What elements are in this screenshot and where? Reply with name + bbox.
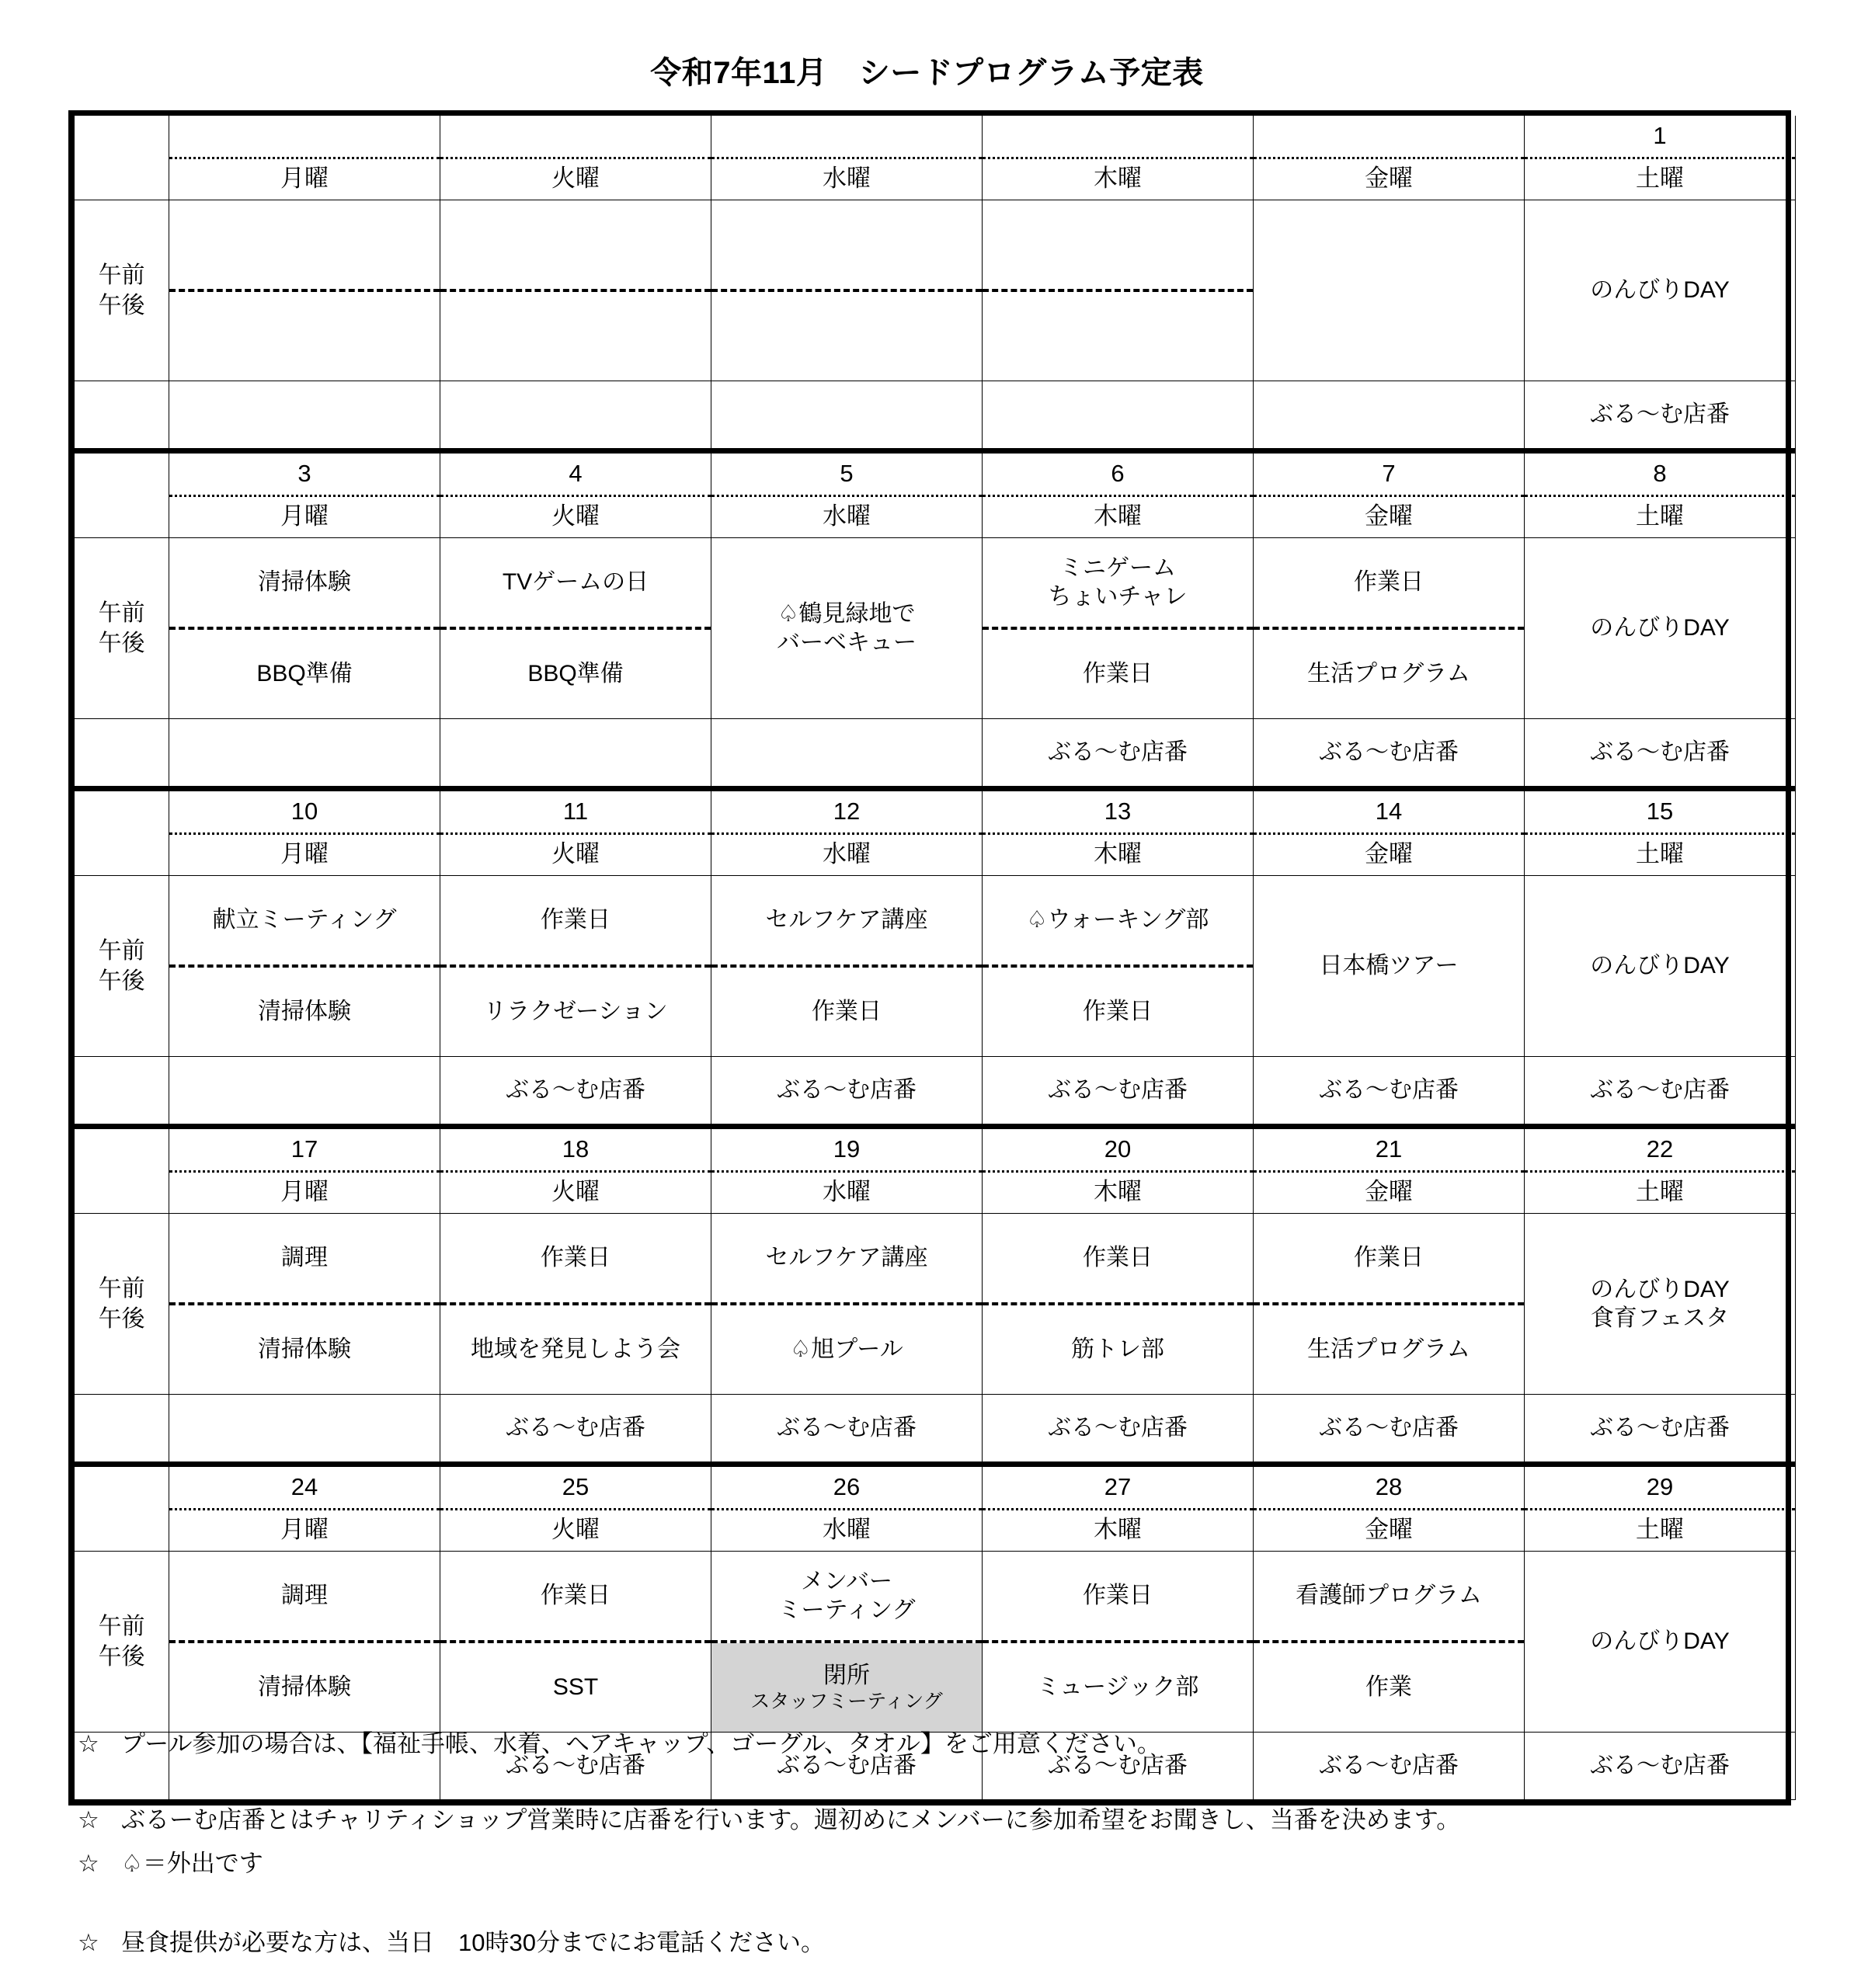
activity-afternoon: 清掃体験 — [258, 1336, 351, 1363]
activity-afternoon — [983, 292, 1253, 381]
day-number — [1254, 116, 1524, 159]
duty-cell: ぶる～む店番 — [983, 1395, 1254, 1465]
day-number — [169, 116, 440, 159]
duty-cell: ぶる～む店番 — [1254, 1733, 1525, 1800]
activity-cell — [711, 538, 983, 719]
week-header-row — [75, 1127, 1796, 1214]
activity-morning: 作業日 — [983, 1552, 1253, 1643]
week-header-row — [75, 451, 1796, 538]
duty-cell: ぶる～む店番 — [983, 1733, 1254, 1800]
day-header-cell — [711, 451, 983, 538]
activity-row — [75, 538, 1796, 719]
activity-morning: 作業日 — [440, 1552, 711, 1643]
weekday-label: 金曜 — [1365, 1516, 1413, 1544]
day-header-cell — [711, 116, 983, 200]
duty-cell: ぶる～む店番 — [1525, 1057, 1796, 1127]
activity-cell — [983, 876, 1254, 1057]
day-header-cell — [169, 789, 440, 876]
duty-cell: ぶる～む店番 — [711, 1057, 983, 1127]
activity-cell — [711, 1552, 983, 1733]
duty-cell: ぶる～む店番 — [711, 1395, 983, 1465]
activity-morning: 作業日 — [983, 1214, 1253, 1305]
activity-morning: 作業日 — [440, 1214, 711, 1305]
activity-cell — [440, 876, 711, 1057]
duty-cell: ぶる～む店番 — [983, 719, 1254, 789]
activity-afternoon — [169, 292, 440, 381]
activity-row — [75, 1552, 1796, 1733]
label-morning: 午前 — [98, 1614, 145, 1639]
day-number: 25 — [440, 1467, 711, 1510]
activity-row — [75, 1214, 1796, 1395]
duty-cell: ぶる～む店番 — [1254, 1057, 1525, 1127]
day-header-cell — [983, 1127, 1254, 1214]
activity-afternoon: BBQ準備 — [256, 661, 353, 687]
weekday-label: 金曜 — [1365, 502, 1413, 530]
duty-label-cell — [75, 381, 169, 451]
day-header-cell — [711, 1127, 983, 1214]
label-morning: 午前 — [98, 1276, 145, 1302]
footer-notes — [78, 1728, 1786, 1958]
day-number: 13 — [983, 791, 1253, 835]
activity-cell — [440, 1552, 711, 1733]
activity-morning — [440, 200, 711, 292]
activity-afternoon: ミュージック部 — [1036, 1674, 1199, 1701]
duty-cell: ぶる～む店番 — [711, 1733, 983, 1800]
activity-cell — [440, 200, 711, 381]
period-label-cell — [75, 876, 169, 1057]
day-number: 29 — [1525, 1467, 1795, 1510]
label-afternoon: 午後 — [98, 630, 145, 656]
duty-cell: ぶる～む店番 — [1525, 381, 1796, 451]
day-number: 21 — [1254, 1129, 1524, 1173]
activity-afternoon: 清掃体験 — [258, 999, 351, 1025]
duty-row — [75, 1057, 1796, 1127]
label-afternoon: 午後 — [98, 968, 145, 994]
activity-cell — [1254, 876, 1525, 1057]
note-item — [78, 1804, 1786, 1837]
duty-cell — [1254, 381, 1525, 451]
day-header-cell — [983, 116, 1254, 200]
activity-afternoon: 作業日 — [812, 999, 882, 1025]
page-title: 令和7年11月 シードプログラム予定表 — [650, 56, 1204, 90]
day-number: 7 — [1254, 454, 1524, 497]
duty-cell — [711, 381, 983, 451]
weekday-label: 水曜 — [823, 840, 871, 868]
day-number: 17 — [169, 1129, 440, 1173]
day-header-cell — [711, 789, 983, 876]
note-item — [78, 1847, 1786, 1880]
activity-cell — [169, 1552, 440, 1733]
activity-afternoon: BBQ準備 — [527, 661, 624, 687]
day-number: 24 — [169, 1467, 440, 1510]
weekday-label: 火曜 — [551, 1516, 600, 1544]
activity-afternoon: 作業日 — [1083, 999, 1153, 1025]
activity-afternoon: 生活プログラム — [1307, 661, 1470, 687]
day-header-cell — [1525, 116, 1796, 200]
week-header-row — [75, 789, 1796, 876]
activity-merged: のんびりDAY — [1590, 615, 1730, 641]
activity-merged: のんびりDAY — [1590, 953, 1730, 979]
activity-cell — [711, 876, 983, 1057]
activity-cell — [169, 1214, 440, 1395]
activity-cell — [169, 538, 440, 719]
activity-afternoon: 生活プログラム — [1307, 1336, 1470, 1363]
weekday-label: 木曜 — [1094, 502, 1142, 530]
weekday-label: 金曜 — [1365, 840, 1413, 868]
weekday-label: 月曜 — [280, 1516, 329, 1544]
activity-afternoon — [440, 292, 711, 381]
label-morning: 午前 — [98, 262, 145, 288]
weekday-label: 木曜 — [1094, 165, 1142, 193]
duty-cell: ぶる～む店番 — [1525, 719, 1796, 789]
day-number — [983, 116, 1253, 159]
day-number: 1 — [1525, 116, 1795, 159]
activity-morning: ミニゲーム ちょいチャレ — [983, 538, 1253, 630]
activity-cell — [169, 876, 440, 1057]
weekday-label: 水曜 — [823, 1178, 871, 1206]
day-header-cell — [440, 1465, 711, 1552]
duty-row — [75, 1395, 1796, 1465]
activity-cell — [983, 200, 1254, 381]
activity-cell — [1525, 876, 1796, 1057]
activity-cell — [440, 1214, 711, 1395]
activity-afternoon: SST — [552, 1674, 599, 1701]
day-number: 3 — [169, 454, 440, 497]
activity-afternoon: 作業 — [1365, 1674, 1412, 1701]
weekday-label: 火曜 — [551, 165, 600, 193]
activity-afternoon — [711, 292, 982, 381]
activity-merged: のんびりDAY 食育フェスタ — [1590, 1276, 1730, 1331]
day-number: 14 — [1254, 791, 1524, 835]
activity-morning: 調理 — [169, 1214, 440, 1305]
day-header-cell — [169, 1465, 440, 1552]
activity-morning: セルフケア講座 — [711, 1214, 982, 1305]
day-number — [711, 116, 982, 159]
weekday-label: 火曜 — [551, 502, 600, 530]
weekday-label: 土曜 — [1636, 1178, 1684, 1206]
header-corner-cell — [75, 1127, 169, 1214]
weekday-label: 月曜 — [280, 165, 329, 193]
activity-morning — [711, 200, 982, 292]
activity-morning: 作業日 — [1254, 1214, 1524, 1305]
weekday-label: 土曜 — [1636, 502, 1684, 530]
activity-morning: 作業日 — [440, 876, 711, 968]
activity-morning: TVゲームの日 — [440, 538, 711, 630]
period-label-cell — [75, 200, 169, 381]
star-icon: ☆ — [78, 1730, 99, 1757]
note-text: ♤＝外出です — [121, 1849, 263, 1877]
activity-cell — [169, 200, 440, 381]
note-text: プール参加の場合は、【福祉手帳、水着、ヘアキャップ、ゴーグル、タオル】をご用意ください。 — [121, 1730, 1161, 1757]
activity-afternoon: 閉所 スタッフミーティング — [711, 1643, 982, 1732]
header-corner-cell — [75, 1465, 169, 1552]
weekday-label: 水曜 — [823, 1516, 871, 1544]
duty-row — [75, 719, 1796, 789]
activity-afternoon: 清掃体験 — [258, 1674, 351, 1701]
star-icon: ☆ — [78, 1928, 99, 1956]
day-header-cell — [983, 789, 1254, 876]
activity-merged: のんびりDAY — [1590, 1628, 1730, 1655]
activity-row — [75, 200, 1796, 381]
day-header-cell — [983, 451, 1254, 538]
day-header-cell — [440, 451, 711, 538]
week-header-row — [75, 1465, 1796, 1552]
day-number: 28 — [1254, 1467, 1524, 1510]
duty-cell: ぶる～む店番 — [1254, 719, 1525, 789]
duty-cell: ぶる～む店番 — [983, 1057, 1254, 1127]
duty-cell — [440, 381, 711, 451]
note-text: ぶるーむ店番とはチャリティショップ営業時に店番を行います。週初めにメンバーに参加希望をお聞きし、当番を決めます。 — [121, 1806, 1461, 1833]
day-header-cell — [1254, 116, 1525, 200]
duty-cell — [983, 381, 1254, 451]
activity-cell — [1525, 1552, 1796, 1733]
weekday-label: 木曜 — [1094, 840, 1142, 868]
activity-cell — [983, 1214, 1254, 1395]
activity-merged: のんびりDAY — [1590, 277, 1730, 304]
day-header-cell — [169, 451, 440, 538]
duty-cell: ぶる～む店番 — [440, 1733, 711, 1800]
activity-cell — [1525, 200, 1796, 381]
note-item — [78, 1927, 1786, 1959]
day-header-cell — [1254, 1127, 1525, 1214]
activity-morning: セルフケア講座 — [711, 876, 982, 968]
day-number: 26 — [711, 1467, 982, 1510]
weekday-label: 火曜 — [551, 1178, 600, 1206]
duty-label-cell — [75, 1057, 169, 1127]
label-afternoon: 午後 — [98, 292, 145, 318]
label-afternoon: 午後 — [98, 1305, 145, 1332]
activity-afternoon: 地域を発見しよう会 — [471, 1336, 680, 1363]
day-header-cell — [1254, 789, 1525, 876]
duty-cell — [169, 719, 440, 789]
weekday-label: 金曜 — [1365, 165, 1413, 193]
day-number: 18 — [440, 1129, 711, 1173]
weekday-label: 水曜 — [823, 502, 871, 530]
weekday-label: 月曜 — [280, 502, 329, 530]
day-header-cell — [169, 1127, 440, 1214]
activity-afternoon: 作業日 — [1083, 661, 1153, 687]
day-header-cell — [1525, 1465, 1796, 1552]
week-header-row — [75, 116, 1796, 200]
day-number: 4 — [440, 454, 711, 497]
duty-cell — [169, 1395, 440, 1465]
weekday-label: 月曜 — [280, 1178, 329, 1206]
day-header-cell — [1525, 1127, 1796, 1214]
activity-morning: 調理 — [169, 1552, 440, 1643]
period-label-cell — [75, 1552, 169, 1733]
duty-cell — [169, 381, 440, 451]
day-header-cell — [440, 1127, 711, 1214]
star-icon: ☆ — [78, 1806, 99, 1833]
weekday-label: 土曜 — [1636, 165, 1684, 193]
activity-afternoon: 筋トレ部 — [1071, 1336, 1164, 1363]
day-number: 10 — [169, 791, 440, 835]
duty-cell: ぶる～む店番 — [1525, 1395, 1796, 1465]
weekday-label: 木曜 — [1094, 1178, 1142, 1206]
activity-afternoon: リラクゼーション — [483, 999, 668, 1025]
activity-morning — [983, 200, 1253, 292]
activity-cell — [1525, 538, 1796, 719]
activity-morning: 看護師プログラム — [1254, 1552, 1524, 1643]
header-corner-cell — [75, 116, 169, 200]
label-morning: 午前 — [98, 600, 145, 626]
activity-merged — [1254, 200, 1524, 381]
day-number: 20 — [983, 1129, 1253, 1173]
day-number: 22 — [1525, 1129, 1795, 1173]
weekday-label: 土曜 — [1636, 840, 1684, 868]
weekday-label: 木曜 — [1094, 1516, 1142, 1544]
weekday-label: 火曜 — [551, 840, 600, 868]
activity-cell — [983, 538, 1254, 719]
activity-cell — [1254, 1552, 1525, 1733]
duty-cell — [440, 719, 711, 789]
period-label-cell — [75, 1214, 169, 1395]
activity-morning — [169, 200, 440, 292]
label-afternoon: 午後 — [98, 1643, 145, 1670]
day-header-cell — [1525, 789, 1796, 876]
label-morning: 午前 — [98, 938, 145, 964]
activity-cell — [983, 1552, 1254, 1733]
schedule-table-container — [68, 110, 1791, 1806]
day-number: 5 — [711, 454, 982, 497]
day-number: 19 — [711, 1129, 982, 1173]
activity-morning: メンバー ミーティング — [711, 1552, 982, 1643]
duty-cell: ぶる～む店番 — [1525, 1733, 1796, 1800]
activity-cell — [440, 538, 711, 719]
day-header-cell — [440, 789, 711, 876]
activity-cell — [711, 200, 983, 381]
activity-morning: ♤ウォーキング部 — [983, 876, 1253, 968]
star-icon: ☆ — [78, 1849, 99, 1877]
weekday-label: 土曜 — [1636, 1516, 1684, 1544]
day-header-cell — [983, 1465, 1254, 1552]
activity-cell — [1525, 1214, 1796, 1395]
note-item — [78, 1728, 1786, 1760]
weekday-label: 金曜 — [1365, 1178, 1413, 1206]
duty-cell: ぶる～む店番 — [440, 1395, 711, 1465]
day-header-cell — [1254, 1465, 1525, 1552]
activity-morning: 献立ミーティング — [169, 876, 440, 968]
activity-merged: 日本橋ツアー — [1319, 953, 1459, 979]
day-header-cell — [1254, 451, 1525, 538]
activity-merged: ♤鶴見緑地で バーベキュー — [777, 600, 917, 655]
activity-cell — [1254, 1214, 1525, 1395]
day-number — [440, 116, 711, 159]
note-text: 昼食提供が必要な方は、当日 10時30分までにお電話ください。 — [121, 1928, 825, 1956]
weekday-label: 月曜 — [280, 840, 329, 868]
period-label-cell — [75, 538, 169, 719]
day-header-cell — [1525, 451, 1796, 538]
duty-label-cell — [75, 1395, 169, 1465]
day-header-cell — [440, 116, 711, 200]
activity-afternoon: ♤旭プール — [790, 1336, 903, 1363]
header-corner-cell — [75, 789, 169, 876]
day-number: 8 — [1525, 454, 1795, 497]
duty-cell: ぶる～む店番 — [1254, 1395, 1525, 1465]
schedule-table — [74, 116, 1796, 1800]
day-number: 27 — [983, 1467, 1253, 1510]
duty-cell — [711, 719, 983, 789]
activity-morning: 清掃体験 — [169, 538, 440, 630]
duty-row — [75, 381, 1796, 451]
duty-cell — [169, 1057, 440, 1127]
activity-morning: 作業日 — [1254, 538, 1524, 630]
weekday-label: 水曜 — [823, 165, 871, 193]
day-number: 6 — [983, 454, 1253, 497]
header-corner-cell — [75, 451, 169, 538]
day-number: 11 — [440, 791, 711, 835]
duty-cell: ぶる～む店番 — [440, 1057, 711, 1127]
activity-row — [75, 876, 1796, 1057]
day-header-cell — [169, 116, 440, 200]
activity-cell — [1254, 538, 1525, 719]
day-number: 12 — [711, 791, 982, 835]
day-header-cell — [711, 1465, 983, 1552]
activity-cell — [711, 1214, 983, 1395]
activity-cell — [1254, 200, 1525, 381]
duty-label-cell — [75, 719, 169, 789]
day-number: 15 — [1525, 791, 1795, 835]
